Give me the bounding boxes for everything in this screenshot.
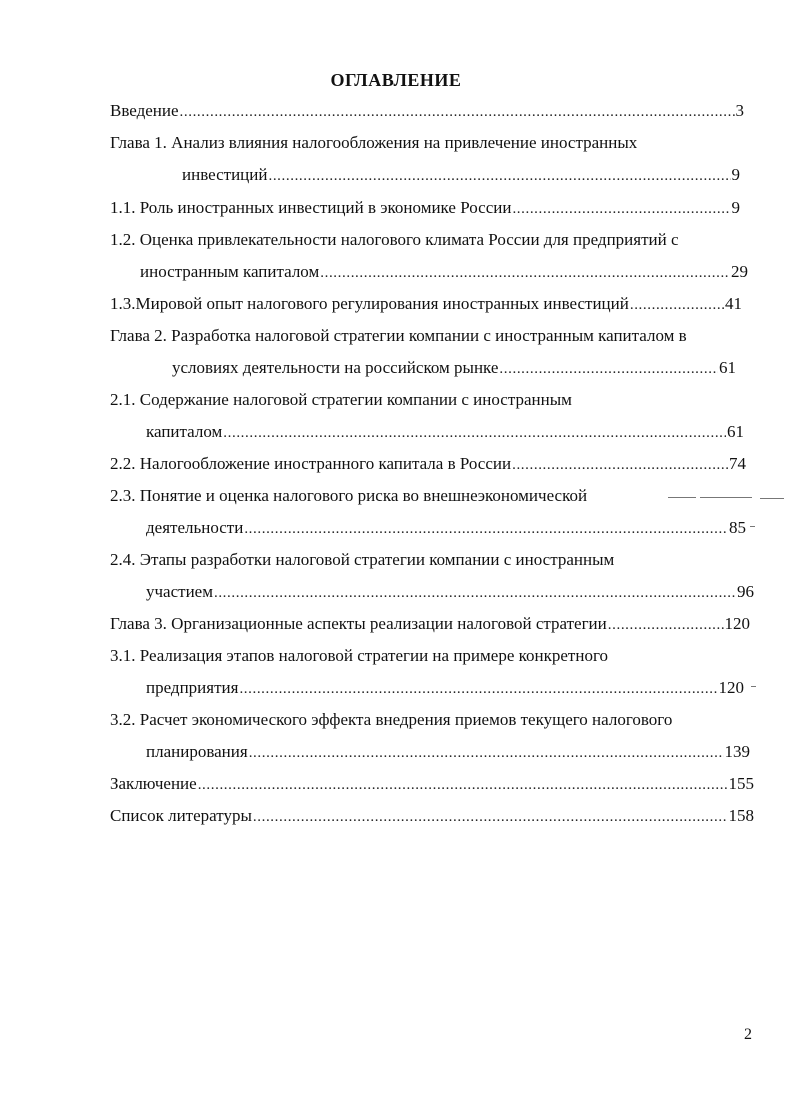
toc-entry-page: 139 (724, 742, 750, 761)
toc-entry-title: Глава 3. Организационные аспекты реализации налоговой стратегии (110, 614, 607, 633)
dot-leader (512, 454, 728, 476)
toc-entry-2-1 (110, 389, 572, 411)
dot-leader (608, 614, 724, 636)
toc-entry-title: Список литературы (110, 806, 252, 825)
toc-entry-title: Глава 1. Анализ влияния налогообложения на привлечение иностранных (110, 133, 638, 152)
toc-entry-1-3 (110, 293, 742, 316)
dot-leader (180, 101, 735, 123)
scan-artifact (750, 526, 755, 527)
toc-entry-title: условиях деятельности на российском рынке (172, 358, 499, 377)
dot-leader (512, 198, 730, 220)
toc-entry-title: 2.1. Содержание налоговой стратегии компании с иностранным (110, 390, 572, 409)
toc-heading: ОГЛАВЛЕНИЕ (330, 70, 462, 90)
toc-entry-page: 85 (729, 518, 746, 537)
toc-entry-bibliography (110, 805, 754, 828)
toc-entry-page: 41 (725, 294, 742, 313)
toc-entry-title: 2.2. Налогообложение иностранного капитала в России (110, 454, 512, 473)
toc-entry-1-2 (110, 229, 679, 251)
dot-leader (499, 358, 718, 380)
toc-entry-2-3-cont (146, 517, 746, 540)
toc-entry-chapter-1 (110, 132, 637, 154)
toc-entry-3-1 (110, 645, 608, 667)
toc-entry-3-1-cont (146, 677, 744, 700)
toc-entry-title: 1.2. Оценка привлекательности налогового климата России для предприятий с (110, 230, 679, 249)
toc-entry-page: 61 (727, 422, 744, 441)
toc-entry-page: 3 (735, 101, 744, 120)
toc-entry-page: 9 (731, 198, 740, 217)
scan-artifact (668, 497, 696, 498)
scan-artifact (751, 686, 756, 687)
toc-entry-title: инвестиций (182, 165, 268, 184)
toc-entry-title: 2.3. Понятие и оценка налогового риска во внешнеэкономической (110, 486, 588, 505)
toc-entry-title: Введение (110, 101, 179, 120)
toc-entry-2-2 (110, 453, 746, 476)
toc-entry-title: 1.3.Мировой опыт налогового регулирования иностранных инвестиций (110, 294, 629, 313)
toc-entry-title: 2.4. Этапы разработки налоговой стратегии компании с иностранным (110, 550, 615, 569)
toc-entry-page: 61 (719, 358, 736, 377)
dot-leader (198, 774, 728, 796)
toc-entry-page: 120 (718, 678, 744, 697)
toc-entry-title: 3.1. Реализация этапов налоговой стратегии на примере конкретного (110, 646, 608, 665)
dot-leader (320, 262, 730, 284)
toc-entry-chapter-3 (110, 613, 750, 636)
toc-entry-title: деятельности (146, 518, 244, 537)
toc-entry-conclusion (110, 773, 754, 796)
toc-entry-title: Заключение (110, 774, 197, 793)
toc-entry-page: 74 (729, 454, 746, 473)
toc-entry-chapter-1-cont (182, 164, 740, 187)
toc-entry-1-2-cont (140, 261, 748, 284)
toc-entry-2-4 (110, 549, 614, 571)
toc-entry-title: предприятия (146, 678, 239, 697)
toc-entry-title: капиталом (146, 422, 223, 441)
toc-entry-title: планирования (146, 742, 248, 761)
toc-entry-page: 9 (731, 165, 740, 184)
scan-artifact (760, 498, 784, 499)
toc-entry-2-4-cont (146, 581, 754, 604)
toc-entry-page: 120 (724, 614, 750, 633)
toc-entry-title: 3.2. Расчет экономического эффекта внедрения приемов текущего налогового (110, 710, 673, 729)
dot-leader (268, 165, 730, 187)
dot-leader (253, 806, 728, 828)
toc-entry-title: 1.1. Роль иностранных инвестиций в экономике России (110, 198, 512, 217)
toc-entry-title: участием (146, 582, 213, 601)
toc-entry-introduction (110, 100, 744, 123)
toc-entry-page: 155 (728, 774, 754, 793)
dot-leader (630, 294, 724, 316)
toc-entry-3-2 (110, 709, 672, 731)
toc-entry-title: Глава 2. Разработка налоговой стратегии компании с иностранным капиталом в (110, 326, 687, 345)
toc-entry-2-3 (110, 485, 587, 507)
dot-leader (239, 678, 717, 700)
dot-leader (249, 742, 724, 764)
toc-entry-chapter-2 (110, 325, 687, 347)
toc-entry-title: иностранным капиталом (140, 262, 320, 281)
toc-entry-chapter-2-cont (172, 357, 736, 380)
dot-leader (244, 518, 728, 540)
toc-entry-page: 158 (728, 806, 754, 825)
toc-entry-2-1-cont (146, 421, 744, 444)
dot-leader (214, 582, 736, 604)
toc-entry-page: 96 (737, 582, 754, 601)
dot-leader (223, 422, 726, 444)
toc-entry-1-1 (110, 197, 740, 220)
toc-entry-3-2-cont (146, 741, 750, 764)
page-number: 2 (744, 1026, 752, 1043)
toc-entry-page: 29 (731, 262, 748, 281)
scan-artifact (700, 497, 752, 498)
